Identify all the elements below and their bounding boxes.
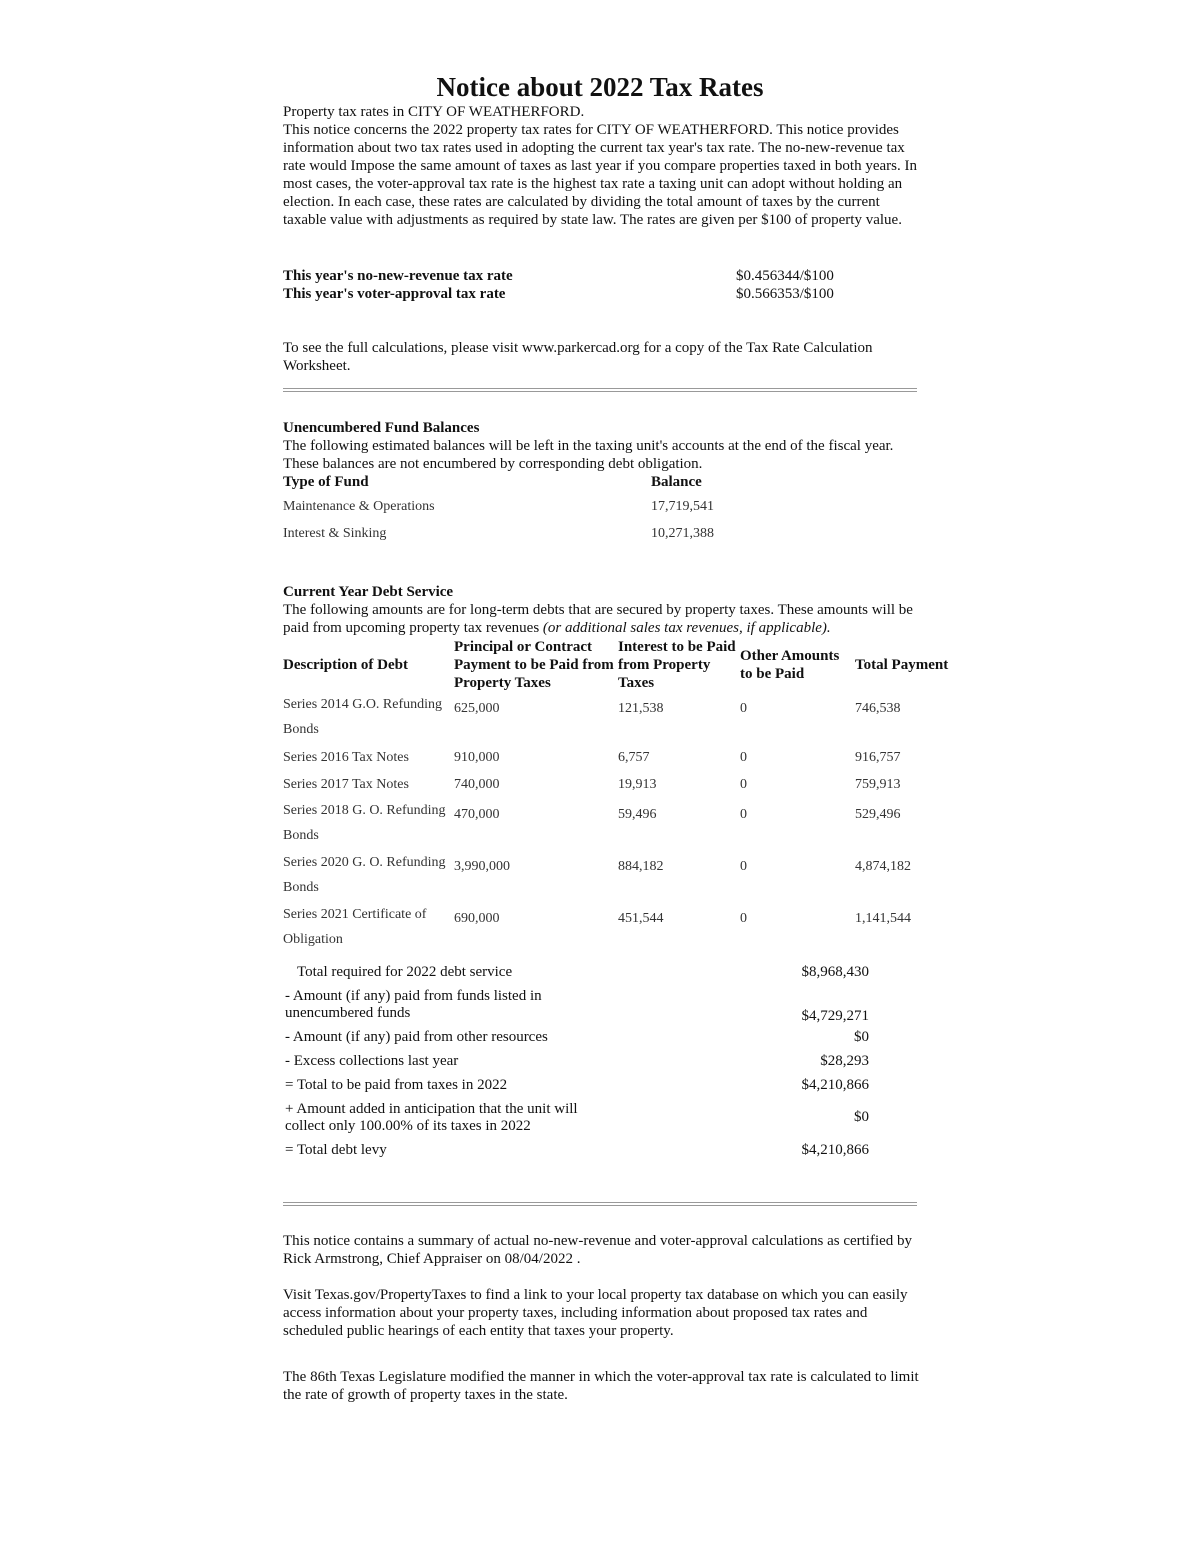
summary-value: $4,210,866 [801,1141,869,1158]
table-row [283,692,963,744]
table-row [283,850,963,902]
unencumbered-heading: Unencumbered Fund Balances [283,420,480,436]
debt-interest: 451,544 [618,911,664,926]
table-row [283,493,917,520]
debt-other: 0 [740,807,747,822]
debt-other: 0 [740,749,747,765]
debt-principal: 690,000 [454,911,500,926]
debt-text-main: The following amounts are for long-term debts that are secured by property taxes. These amounts will be paid from upcoming property tax revenues [283,602,913,636]
debt-principal: 625,000 [454,701,500,716]
footer [283,1232,919,1404]
summary-value: $4,210,866 [801,1076,869,1093]
divider [283,388,917,392]
summary-row [283,1049,869,1073]
summary-row [283,1138,869,1162]
summary-value: $0 [854,1028,869,1045]
summary-value: $8,968,430 [801,963,869,980]
debt-other: 0 [740,701,747,716]
debt-desc: Series 2016 Tax Notes [283,750,409,765]
table-row [283,744,963,771]
fund-balance: 10,271,388 [651,525,714,541]
debt-desc: Series 2014 G.O. Refunding Bonds [283,697,443,737]
debt-interest: 59,496 [618,807,657,822]
fund-table-header [283,473,917,493]
rate-value: $0.566353/$100 [736,286,834,302]
debt-principal: 910,000 [454,749,500,765]
summary-row [283,984,869,1025]
debt-desc: Series 2017 Tax Notes [283,777,409,792]
debt-principal: 3,990,000 [454,859,510,874]
summary-label: = Total to be paid from taxes in 2022 [285,1076,508,1093]
debt-table [283,638,963,954]
fund-table [283,473,917,547]
intro [283,103,919,229]
rate-value: $0.456344/$100 [736,268,834,284]
debt-other: 0 [740,776,747,792]
intro-paragraph: This notice concerns the 2022 property tax rates for CITY OF WEATHERFORD. This notice provides information about two tax rates used in adopting the current tax year's tax rate. The no-new-revenue tax rate would Impose the same amount of taxes as last year if you compare properties taxed in both years. In most cases, the voter-approval tax rate is the highest tax rate a taxing unit can adopt without holding an election. In each case, these rates are calculated by dividing the total amount of taxes by the current taxable value with adjustments as required by state law. The rates are given per $100 of property value. [283,122,917,228]
debt-other: 0 [740,859,747,874]
debt-summary-table [283,960,869,1162]
table-row [283,798,963,850]
footer-texas-gov: Visit Texas.gov/PropertyTaxes to find a link to your local property tax database on which you can easily access information about your property taxes, including information about proposed tax rates and scheduled public hearings of each entity that taxes your property. [283,1287,908,1339]
debt-table-header [283,638,963,692]
fund-type: Maintenance & Operations [283,498,435,514]
calc-note: To see the full calculations, please visit www.parkercad.org for a copy of the Tax Rate Calculation Worksheet. [283,340,873,374]
footer-legislature: The 86th Texas Legislature modified the manner in which the voter-approval tax rate is calculated to limit the rate of growth of property taxes in the state. [283,1369,919,1403]
summary-label: + Amount added in anticipation that the unit will collect only 100.00% of its taxes in 2022 [285,1100,578,1134]
summary-label: Total required for 2022 debt service [297,963,513,980]
summary-label: - Amount (if any) paid from other resources [285,1028,548,1045]
summary-value: $28,293 [820,1052,869,1069]
debt-total: 746,538 [855,701,901,716]
debt-desc: Series 2021 Certificate of Obligation [283,907,427,947]
debt-principal: 470,000 [454,807,500,822]
debt-total: 916,757 [855,749,901,765]
debt-interest: 6,757 [618,749,650,765]
debt-interest: 121,538 [618,701,664,716]
debt-text [283,601,919,637]
debt-total: 4,874,182 [855,859,911,874]
table-row [283,520,917,547]
debt-other: 0 [740,911,747,926]
summary-value: $4,729,271 [801,1008,869,1024]
summary-row [283,1073,869,1097]
table-row [283,902,963,954]
summary-label: - Excess collections last year [285,1052,459,1069]
summary-value: $0 [854,1109,869,1125]
rate-row-voter-approval [283,285,919,303]
tax-rates [283,267,919,303]
intro-line: Property tax rates in CITY OF WEATHERFORD. [283,104,585,120]
debt-heading: Current Year Debt Service [283,584,454,600]
debt-text-italic: (or additional sales tax revenues, if applicable). [542,620,831,636]
unencumbered-section [283,419,919,547]
divider [283,1202,917,1206]
rate-row-no-new-revenue [283,267,919,285]
debt-total: 759,913 [855,776,901,792]
col-total: Total Payment [855,657,949,673]
col-interest: Interest to be Paid from Property Taxes [618,639,736,691]
summary-row [283,1025,869,1049]
rate-label: This year's no-new-revenue tax rate [283,268,513,284]
summary-label: - Amount (if any) paid from funds listed in unencumbered funds [285,987,542,1021]
col-description: Description of Debt [283,657,408,673]
col-principal: Principal or Contract Payment to be Paid from Property Taxes [454,639,614,691]
col-other: Other Amounts to be Paid [740,648,840,682]
debt-total: 1,141,544 [855,911,911,926]
fund-type: Interest & Sinking [283,525,387,541]
col-type-of-fund: Type of Fund [283,474,369,490]
debt-interest: 19,913 [618,776,657,792]
summary-row [283,1097,869,1138]
fund-balance: 17,719,541 [651,498,714,514]
summary-label: = Total debt levy [285,1141,387,1158]
debt-principal: 740,000 [454,776,500,792]
debt-desc: Series 2020 G. O. Refunding Bonds [283,855,446,895]
debt-total: 529,496 [855,807,901,822]
summary-row [283,960,869,984]
page-title: Notice about 2022 Tax Rates [436,72,764,102]
table-row [283,771,963,798]
debt-section [283,583,919,637]
col-balance: Balance [651,474,702,490]
footer-certification: This notice contains a summary of actual no-new-revenue and voter-approval calculations as certified by Rick Armstrong, Chief Appraiser on 08/04/2022 . [283,1233,913,1267]
rate-label: This year's voter-approval tax rate [283,286,506,302]
debt-interest: 884,182 [618,859,664,874]
debt-desc: Series 2018 G. O. Refunding Bonds [283,803,446,843]
unencumbered-text: The following estimated balances will be left in the taxing unit's accounts at the end of the fiscal year. These balances are not encumbered by corresponding debt obligation. [283,438,894,472]
